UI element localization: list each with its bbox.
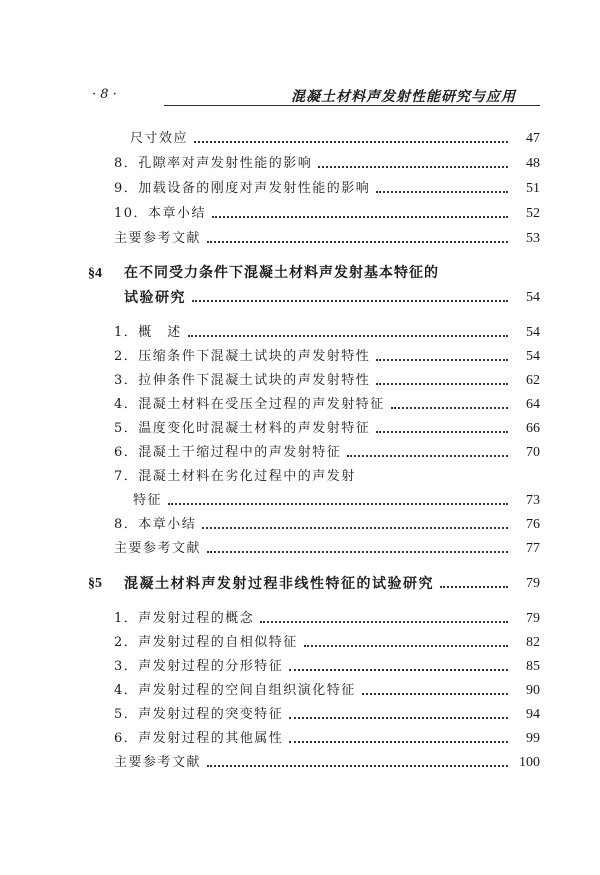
toc-entry-page: 47: [526, 131, 540, 146]
toc-entry-label: 6．声发射过程的其他属性: [114, 731, 284, 746]
toc-entry-page: 85: [526, 659, 540, 674]
header-rule: [164, 105, 540, 106]
toc-entry-label: 7．混凝土材料在劣化过程中的声发射: [114, 469, 356, 484]
toc-entry[interactable]: [114, 370, 540, 390]
section-heading[interactable]: [88, 573, 540, 593]
toc-entry-label: 8．本章小结: [114, 517, 197, 532]
toc-entry[interactable]: [114, 538, 540, 558]
toc-entry[interactable]: [133, 490, 540, 510]
leader-dots: [376, 383, 508, 385]
toc-entry-page: 73: [526, 493, 540, 508]
toc-entry-page: 54: [526, 325, 540, 340]
section-number: §5: [88, 576, 102, 591]
leader-dots: [289, 669, 508, 671]
leader-dots: [194, 141, 508, 143]
toc-entry[interactable]: [130, 128, 540, 148]
toc-entry-page: 70: [526, 445, 540, 460]
section-heading-cont[interactable]: [124, 287, 540, 307]
toc-entry-page: 77: [526, 541, 540, 556]
toc-entry[interactable]: [114, 418, 540, 438]
toc-entry[interactable]: [114, 632, 540, 652]
toc-entry-label: 3．拉伸条件下混凝土试块的声发射特性: [114, 373, 371, 388]
leader-dots: [347, 455, 508, 457]
leader-dots: [362, 693, 508, 695]
toc-entry[interactable]: [114, 178, 540, 198]
toc-entry-label: 尺寸效应: [130, 131, 189, 146]
toc-entry-label: 9．加载设备的刚度对声发射性能的影响: [114, 181, 371, 196]
section-title: 在不同受力条件下混凝土材料声发射基本特征的: [124, 265, 439, 281]
toc-entry[interactable]: [114, 153, 540, 173]
toc-entry-page: 52: [526, 206, 540, 221]
leader-dots: [168, 503, 508, 505]
toc-entry[interactable]: [114, 442, 540, 462]
toc-entry[interactable]: [114, 394, 540, 414]
toc-entry-label: 8．孔隙率对声发射性能的影响: [114, 156, 313, 171]
page-number: · 8 ·: [92, 87, 117, 102]
leader-dots: [212, 216, 508, 218]
leader-dots: [376, 431, 508, 433]
toc-entry-page: 48: [526, 156, 540, 171]
toc-entry-label: 主要参考文献: [114, 231, 202, 246]
leader-dots: [440, 586, 508, 588]
leader-dots: [207, 765, 508, 767]
leader-dots: [207, 551, 508, 553]
toc-entry-page: 64: [526, 397, 540, 412]
section-title-cont: 试验研究: [124, 290, 186, 306]
toc-entry[interactable]: [114, 322, 540, 342]
toc-entry-label: 特征: [133, 493, 163, 508]
toc-entry[interactable]: [114, 203, 540, 223]
toc-entry-label: 1．概 述: [114, 325, 182, 340]
toc-entry-label: 4．声发射过程的空间自组织演化特征: [114, 683, 356, 698]
toc-entry-label: 主要参考文献: [114, 755, 202, 770]
toc-entry-page: 76: [526, 517, 540, 532]
toc-entry-label: 6．混凝土干缩过程中的声发射特征: [114, 445, 342, 460]
toc-entry-page: 100: [519, 755, 540, 770]
toc-entry-page: 79: [526, 611, 540, 626]
toc-entry-label: 2．压缩条件下混凝土试块的声发射特性: [114, 349, 371, 364]
toc-entry-page: 62: [526, 373, 540, 388]
section-heading[interactable]: [88, 263, 439, 284]
leader-dots: [391, 407, 508, 409]
section-number: §4: [88, 266, 102, 281]
toc-entry[interactable]: [114, 228, 540, 248]
toc-entry[interactable]: [114, 680, 540, 700]
toc-entry[interactable]: [114, 752, 540, 772]
leader-dots: [376, 191, 508, 193]
toc-entry-page: 99: [526, 731, 540, 746]
toc-entry-label: 5．温度变化时混凝土材料的声发射特征: [114, 421, 371, 436]
toc-entry-page: 82: [526, 635, 540, 650]
leader-dots: [376, 359, 508, 361]
toc-entry[interactable]: [114, 656, 540, 676]
book-title: 混凝土材料声发射性能研究与应用: [291, 89, 516, 105]
section-page: 54: [526, 290, 540, 305]
toc-entry[interactable]: [114, 728, 540, 748]
toc-entry-page: 51: [526, 181, 540, 196]
running-header: [84, 86, 540, 108]
leader-dots: [318, 166, 508, 168]
toc-entry[interactable]: [114, 608, 540, 628]
leader-dots: [289, 741, 508, 743]
leader-dots: [289, 717, 508, 719]
toc-entry-label: 4．混凝土材料在受压全过程的声发射特征: [114, 397, 385, 412]
toc-entry-page: 94: [526, 707, 540, 722]
toc-entry-page: 66: [526, 421, 540, 436]
leader-dots: [192, 300, 508, 302]
toc-entry[interactable]: [114, 514, 540, 534]
toc-entry-label: 1．声发射过程的概念: [114, 611, 255, 626]
leader-dots: [304, 645, 508, 647]
leader-dots: [207, 241, 508, 243]
toc-entry-label: 主要参考文献: [114, 541, 202, 556]
toc-entry-page: 53: [526, 231, 540, 246]
leader-dots: [202, 527, 508, 529]
toc-entry-label: 10．本章小结: [114, 206, 207, 221]
toc-entry-page: 90: [526, 683, 540, 698]
leader-dots: [260, 621, 508, 623]
toc-entry[interactable]: [114, 704, 540, 724]
leader-dots: [188, 335, 508, 337]
toc-entry[interactable]: [114, 466, 540, 486]
toc-entry-label: 5．声发射过程的突变特征: [114, 707, 284, 722]
section-page: 79: [526, 576, 540, 591]
toc-entry-page: 54: [526, 349, 540, 364]
toc-entry-label: 2．声发射过程的自相似特征: [114, 635, 298, 650]
toc-entry-label: 3．声发射过程的分形特征: [114, 659, 284, 674]
section-title: 混凝土材料声发射过程非线性特征的试验研究: [124, 576, 434, 592]
toc-entry[interactable]: [114, 346, 540, 366]
